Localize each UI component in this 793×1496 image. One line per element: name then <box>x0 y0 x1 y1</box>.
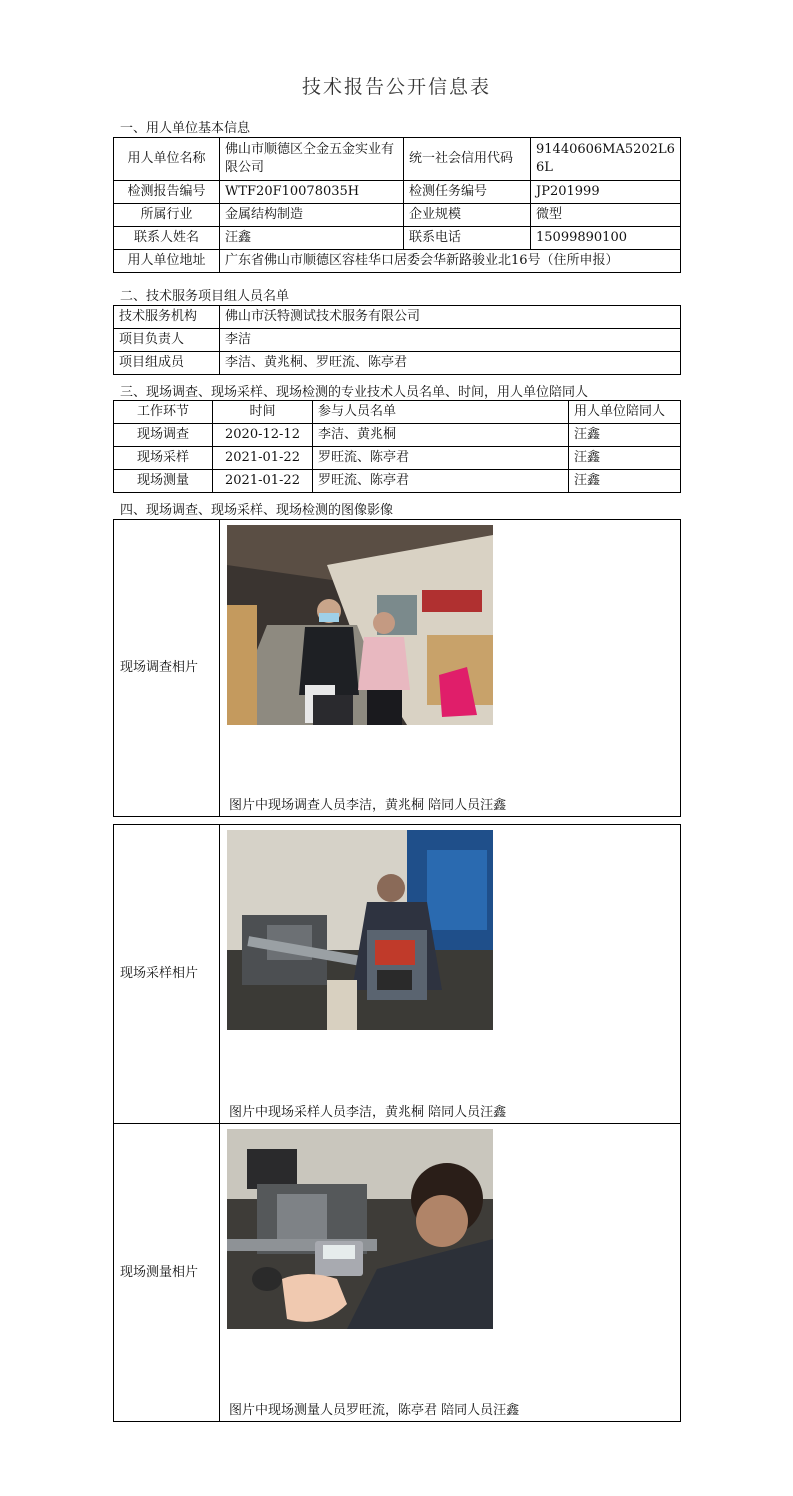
address-label: 用人单位地址 <box>114 250 220 273</box>
photo-label-sampling: 现场采样相片 <box>114 825 220 1124</box>
phone-value: 15099890100 <box>531 227 681 250</box>
schedule-people: 罗旺流、陈亭君 <box>313 447 569 470</box>
schedule-stage: 现场采样 <box>114 447 213 470</box>
schedule-header-escort: 用人单位陪同人 <box>569 401 681 424</box>
schedule-header-stage: 工作环节 <box>114 401 213 424</box>
photo-table-sampling <box>113 824 681 1124</box>
table-row <box>114 424 681 447</box>
team-table <box>113 305 681 375</box>
schedule-stage: 现场调查 <box>114 424 213 447</box>
schedule-escort: 汪鑫 <box>569 470 681 493</box>
org-value: 佛山市沃特测试技术服务有限公司 <box>220 306 681 329</box>
section-1-heading: 一、用人单位基本信息 <box>120 121 251 136</box>
section-3-heading: 三、现场调查、现场采样、现场检测的专业技术人员名单、时间，用人单位陪同人 <box>120 385 589 400</box>
industry-label: 所属行业 <box>114 204 220 227</box>
address-value: 广东省佛山市顺德区容桂华口居委会华新路骏业北16号（住所申报） <box>220 250 681 273</box>
section-4-heading: 四、现场调查、现场采样、现场检测的图像影像 <box>120 503 394 518</box>
members-label: 项目组成员 <box>114 352 220 375</box>
schedule-escort: 汪鑫 <box>569 447 681 470</box>
schedule-people: 李洁、黄兆桐 <box>313 424 569 447</box>
leader-value: 李洁 <box>220 329 681 352</box>
schedule-time: 2021-01-22 <box>213 470 313 493</box>
schedule-time: 2020-12-12 <box>213 424 313 447</box>
photo-label-measurement: 现场测量相片 <box>114 1124 220 1422</box>
photo-table-measurement <box>113 1123 681 1422</box>
photo-cell-survey <box>220 520 681 817</box>
scale-label: 企业规模 <box>404 204 531 227</box>
leader-label: 项目负责人 <box>114 329 220 352</box>
photo-caption-measurement: 图片中现场测量人员罗旺流，陈亭君 陪同人员汪鑫 <box>229 1403 520 1418</box>
members-value: 李洁、黄兆桐、罗旺流、陈亭君 <box>220 352 681 375</box>
photo-caption-survey: 图片中现场调查人员李洁，黄兆桐 陪同人员汪鑫 <box>229 798 507 813</box>
unit-name-label: 用人单位名称 <box>114 138 220 181</box>
phone-label: 联系电话 <box>404 227 531 250</box>
basic-info-table <box>113 137 681 273</box>
schedule-time: 2021-01-22 <box>213 447 313 470</box>
task-no-label: 检测任务编号 <box>404 181 531 204</box>
schedule-header-people: 参与人员名单 <box>313 401 569 424</box>
schedule-header-time: 时间 <box>213 401 313 424</box>
photo-caption-sampling: 图片中现场采样人员李洁，黄兆桐 陪同人员汪鑫 <box>229 1105 507 1120</box>
table-row <box>114 470 681 493</box>
photo-table-survey <box>113 519 681 817</box>
section-2-heading: 二、技术服务项目组人员名单 <box>120 289 290 304</box>
report-no-label: 检测报告编号 <box>114 181 220 204</box>
sampling-photo <box>227 830 493 1030</box>
scale-value: 微型 <box>531 204 681 227</box>
org-label: 技术服务机构 <box>114 306 220 329</box>
schedule-people: 罗旺流、陈亭君 <box>313 470 569 493</box>
photo-label-survey: 现场调查相片 <box>114 520 220 817</box>
task-no-value: JP201999 <box>531 181 681 204</box>
contact-value: 汪鑫 <box>220 227 404 250</box>
contact-label: 联系人姓名 <box>114 227 220 250</box>
measurement-photo <box>227 1129 493 1329</box>
schedule-table <box>113 400 681 493</box>
schedule-escort: 汪鑫 <box>569 424 681 447</box>
report-no-value: WTF20F10078035H <box>220 181 404 204</box>
photo-cell-measurement <box>220 1124 681 1422</box>
unit-name-value: 佛山市顺德区仝金五金实业有限公司 <box>220 138 404 181</box>
credit-code-label: 统一社会信用代码 <box>404 138 531 181</box>
industry-value: 金属结构制造 <box>220 204 404 227</box>
page-title: 技术报告公开信息表 <box>301 76 491 98</box>
credit-code-value: 91440606MA5202L66L <box>531 138 681 181</box>
table-row <box>114 447 681 470</box>
survey-photo <box>227 525 493 725</box>
schedule-stage: 现场测量 <box>114 470 213 493</box>
photo-cell-sampling <box>220 825 681 1124</box>
